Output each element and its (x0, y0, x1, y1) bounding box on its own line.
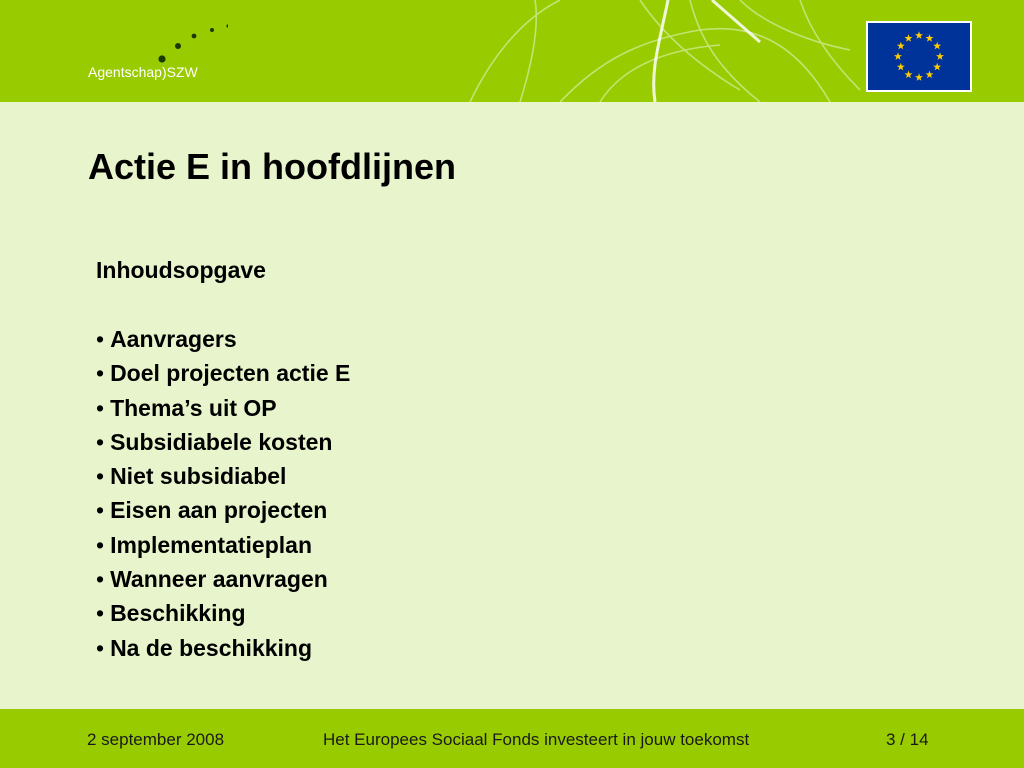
list-item: • Beschikking (96, 600, 246, 627)
list-item: • Subsidiabele kosten (96, 428, 333, 455)
footer-band (0, 709, 1024, 768)
footer-text: Het Europees Sociaal Fonds investeert in jouw toekomst (323, 730, 750, 749)
slide-subtitle: Inhoudsopgave (96, 257, 266, 283)
page-number: 3 / 14 (886, 730, 929, 749)
list-item: • Eisen aan projecten (96, 497, 328, 524)
eu-flag-icon (866, 21, 972, 92)
list-item: • Implementatieplan (96, 531, 312, 558)
header-band (0, 0, 1024, 102)
list-item: • Niet subsidiabel (96, 463, 287, 490)
agentschap-szw-logo (88, 20, 228, 92)
list-item: • Doel projecten actie E (96, 360, 351, 387)
list-item: • Wanneer aanvragen (96, 566, 328, 593)
footer-date: 2 september 2008 (87, 730, 225, 749)
slide-title: Actie E in hoofdlijnen (88, 146, 456, 187)
logo-dots-icon (88, 20, 228, 64)
bullet-list (96, 322, 350, 665)
logo-text: Agentschap)SZW (88, 64, 198, 80)
list-item: • Na de beschikking (96, 634, 313, 661)
list-item: • Aanvragers (96, 326, 237, 352)
list-item: • Thema’s uit OP (96, 394, 277, 421)
